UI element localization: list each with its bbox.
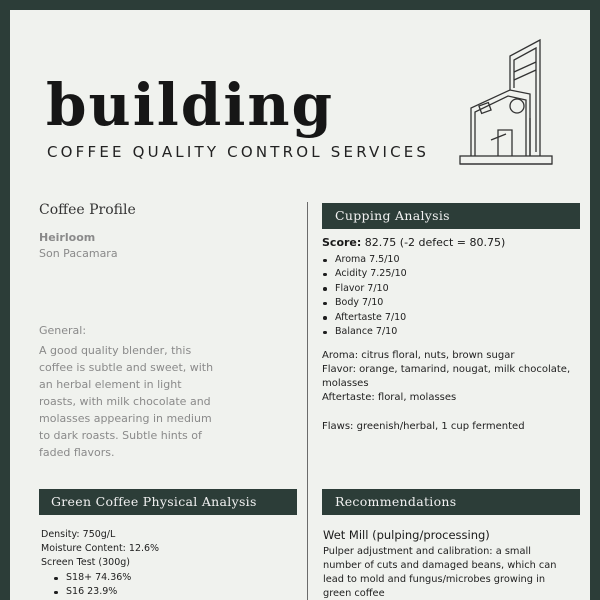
cupping-analysis-bar: [322, 203, 580, 229]
flaws-notes: Flaws: greenish/herbal, 1 cup fermented: [322, 421, 525, 432]
green-coffee-heading: Green Coffee Physical Analysis: [51, 494, 257, 509]
list-item: Acidity 7.25/10: [334, 267, 407, 281]
list-item: Aroma 7.5/10: [334, 253, 407, 267]
list-item: S16 23.9%: [65, 585, 131, 599]
brand-title: building: [46, 71, 335, 139]
column-divider: [307, 202, 308, 600]
cupping-scores-list: [322, 253, 407, 339]
recommendations-bar: [322, 489, 580, 515]
cupping-score: [322, 236, 505, 249]
score-label: Score:: [322, 236, 362, 249]
score-value: 82.75 (-2 defect = 80.75): [364, 236, 506, 249]
general-description: A good quality blender, this coffee is subtle and sweet, with an herbal element in light roasts, with milk chocolate and molasses appearing in medium to dark roasts. Subtle hints of faded flavors.: [39, 344, 214, 459]
aftertaste-notes: Aftertaste: floral, molasses: [322, 392, 457, 403]
list-item: Flavor 7/10: [334, 282, 407, 296]
building-logo-icon: [458, 38, 554, 166]
list-item: Aftertaste 7/10: [334, 311, 407, 325]
coffee-origin: Son Pacamara: [39, 247, 118, 260]
green-coffee-bar: [39, 489, 297, 515]
cupping-analysis-heading: Cupping Analysis: [335, 208, 450, 223]
coffee-variety: Heirloom: [39, 231, 96, 244]
screen-test-list: [53, 571, 131, 600]
list-item: S18+ 74.36%: [65, 571, 131, 585]
green-coffee-details: [41, 528, 159, 570]
document-page: [10, 10, 590, 600]
moisture-content: Moisture Content: 12.6%: [41, 543, 160, 554]
recommendations-text: Pulper adjustment and calibration: a small number of cuts and damaged beans, which can lead to mold and fungus/microbes growing in green coffee: [323, 546, 557, 599]
general-label: General:: [39, 324, 87, 337]
aroma-notes: Aroma: citrus floral, nuts, brown sugar: [322, 350, 515, 361]
recommendations-heading: Recommendations: [335, 494, 457, 509]
coffee-profile-heading: Coffee Profile: [39, 202, 136, 218]
brand-subtitle: COFFEE QUALITY CONTROL SERVICES: [47, 143, 430, 161]
density: Density: 750g/L: [41, 529, 116, 540]
cupping-notes: [322, 349, 572, 405]
list-item: Body 7/10: [334, 296, 407, 310]
screen-test: Screen Test (300g): [41, 557, 130, 568]
flavor-notes: Flavor: orange, tamarind, nougat, milk chocolate, molasses: [322, 364, 571, 389]
recommendations-subheading: Wet Mill (pulping/processing): [323, 528, 490, 542]
list-item: Balance 7/10: [334, 325, 407, 339]
